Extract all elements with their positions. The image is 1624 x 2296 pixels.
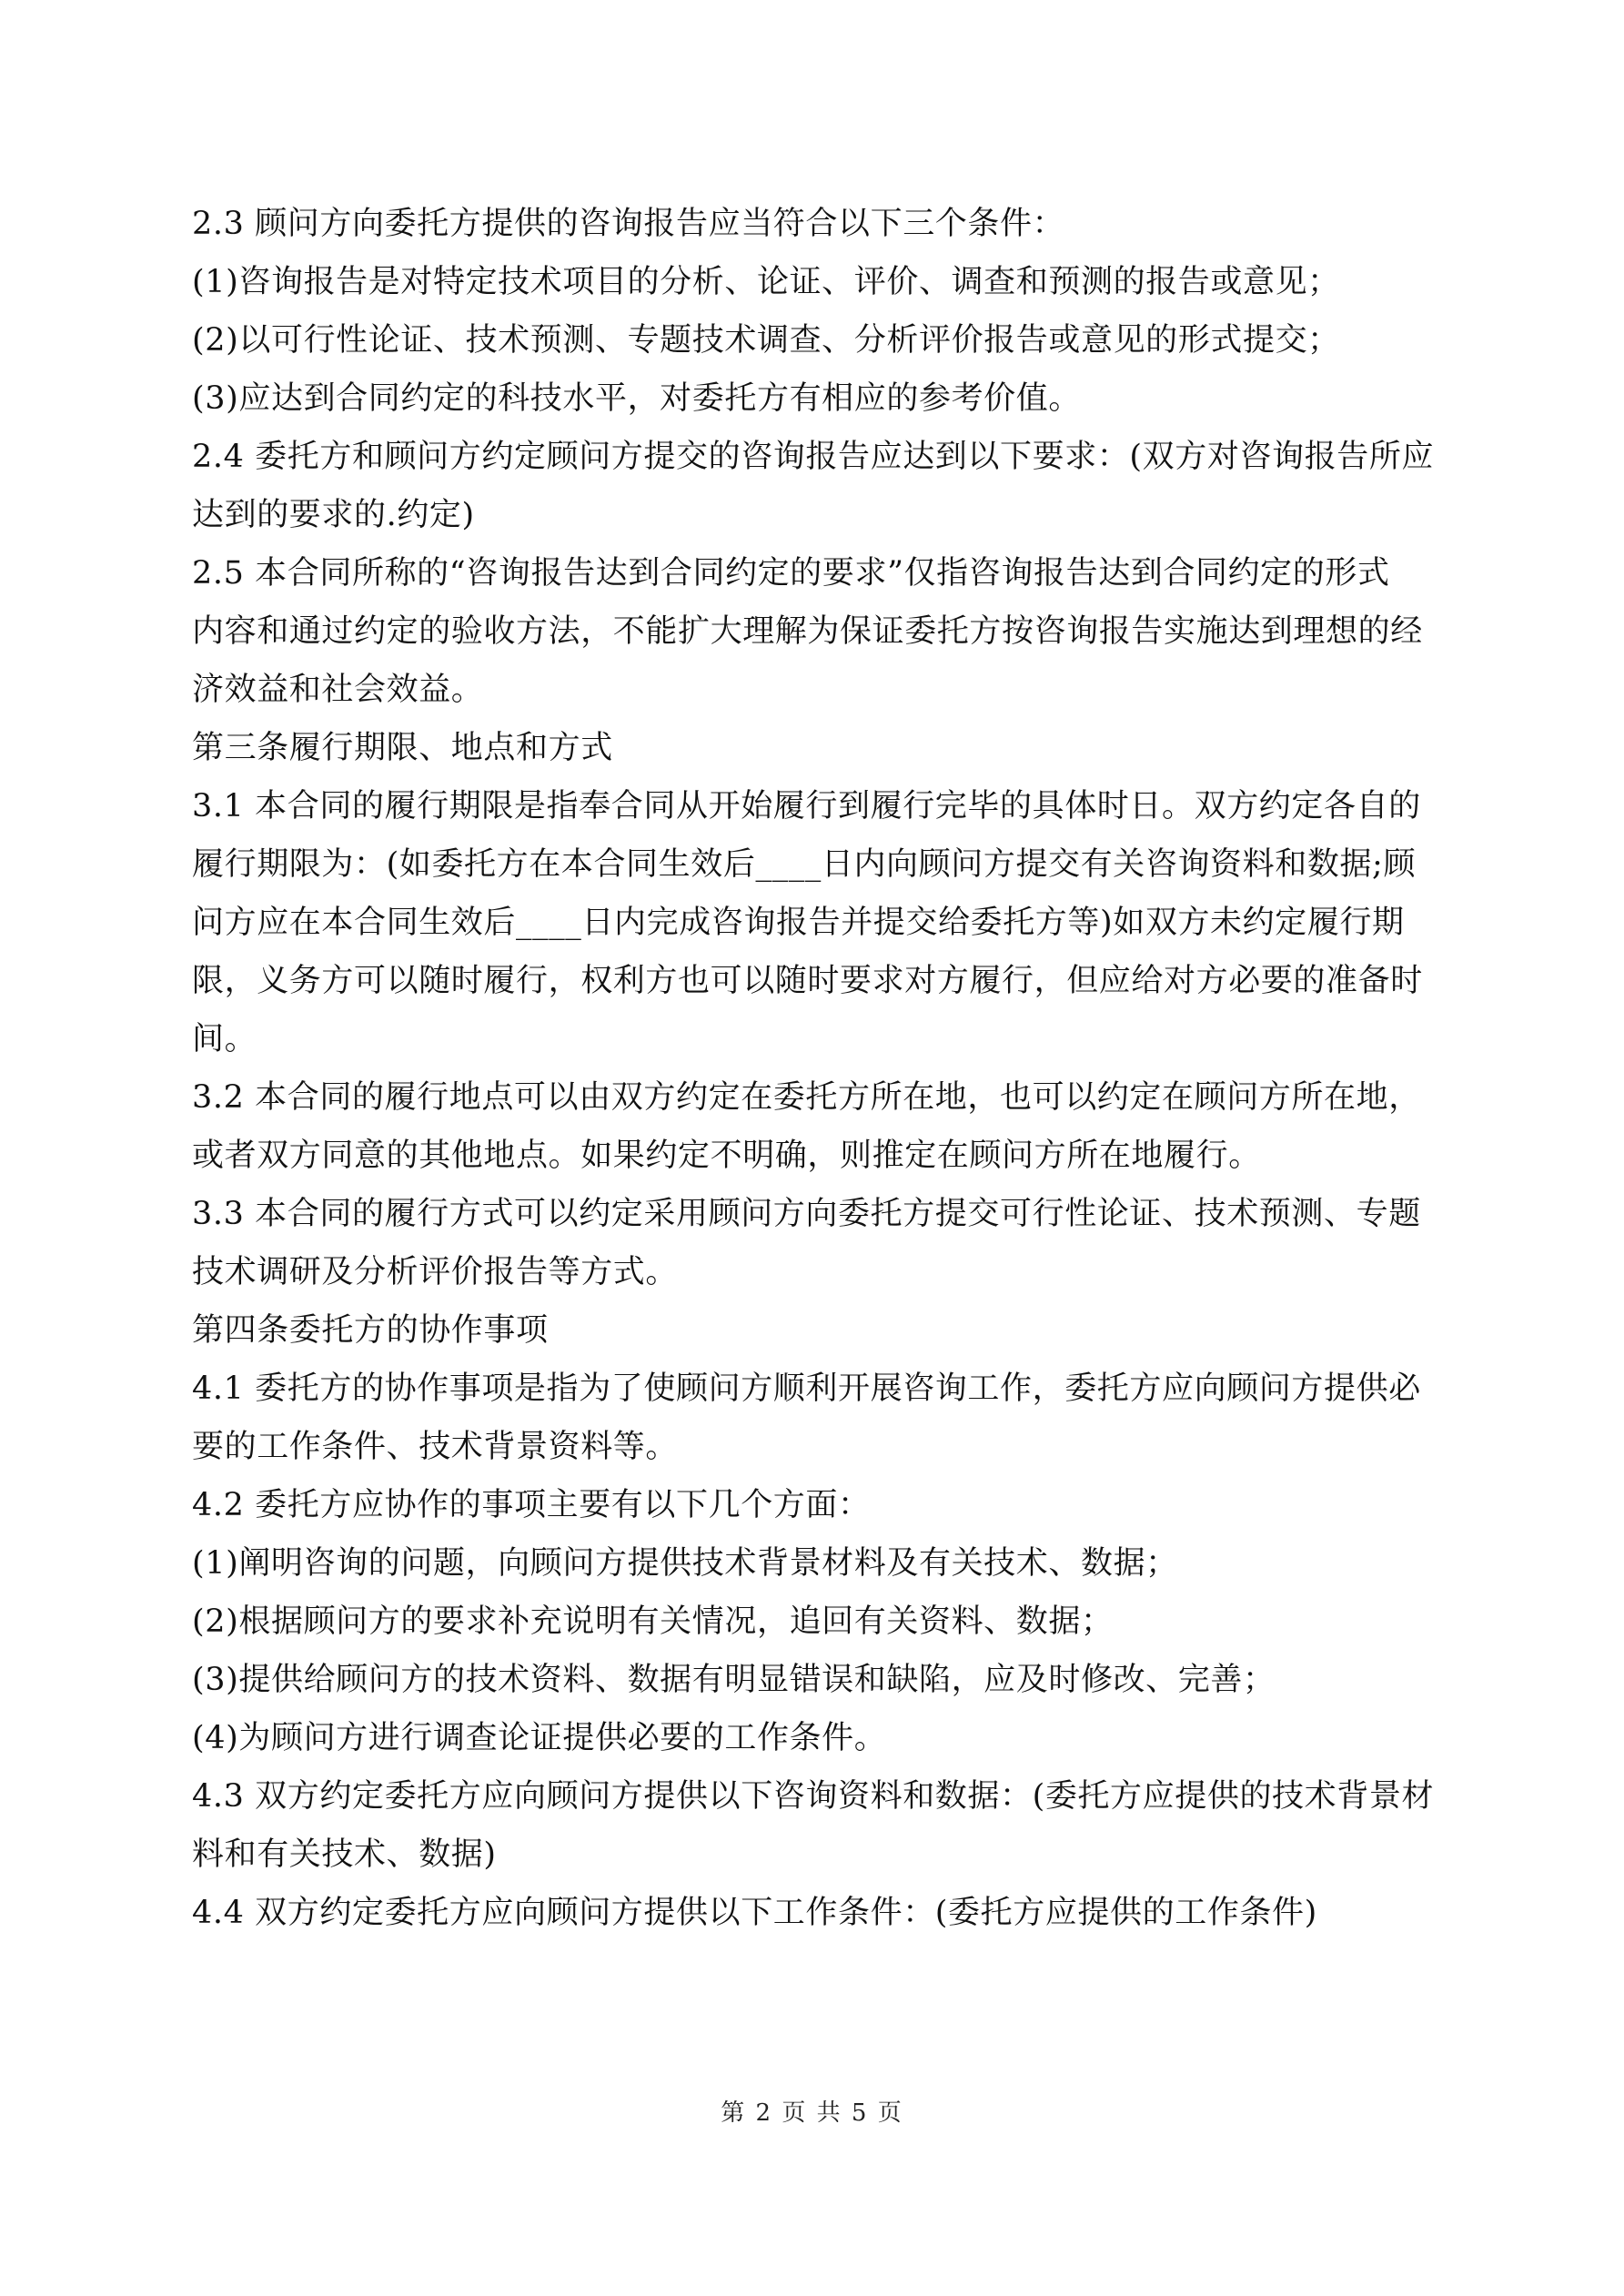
body-line: 2.4 委托方和顾问方约定顾问方提交的咨询报告应达到以下要求：(双方对咨询报告所应: [192, 439, 1435, 475]
body-line: 履行期限为：(如委托方在本合同生效后____日内向顾问方提交有关咨询资料和数据;顾: [192, 846, 1417, 883]
body-line: 3.2 本合同的履行地点可以由双方约定在委托方所在地，也可以约定在顾问方所在地，: [192, 1079, 1421, 1116]
body-line: 4.1 委托方的协作事项是指为了使顾问方顺利开展咨询工作，委托方应向顾问方提供必: [192, 1371, 1421, 1407]
section-heading: 第四条委托方的协作事项: [192, 1312, 549, 1349]
body-line: 2.5 本合同所称的“咨询报告达到合同约定的要求”仅指咨询报告达到合同约定的形式: [192, 555, 1390, 592]
body-line: 3.3 本合同的履行方式可以约定采用顾问方向委托方提交可行性论证、技术预测、专题: [192, 1196, 1421, 1232]
body-line: 内容和通过约定的验收方法，不能扩大理解为保证委托方按咨询报告实施达到理想的经: [192, 613, 1423, 650]
body-line: 要的工作条件、技术背景资料等。: [192, 1429, 679, 1465]
body-line: 4.2 委托方应协作的事项主要有以下几个方面：: [192, 1487, 871, 1523]
body-line: 济效益和社会效益。: [192, 672, 484, 708]
body-line: (4)为顾问方进行调查论证提供必要的工作条件。: [192, 1720, 887, 1756]
document-body: [192, 195, 1447, 1942]
body-line: (1)咨询报告是对特定技术项目的分析、论证、评价、调查和预测的报告或意见；: [192, 264, 1340, 300]
body-line: (1)阐明咨询的问题，向顾问方提供技术背景材料及有关技术、数据；: [192, 1545, 1178, 1582]
body-line: 2.3 顾问方向委托方提供的咨询报告应当符合以下三个条件：: [192, 206, 1065, 242]
body-line: (2)以可行性论证、技术预测、专题技术调查、分析评价报告或意见的形式提交；: [192, 322, 1340, 359]
body-line: (3)提供给顾问方的技术资料、数据有明显错误和缺陷，应及时修改、完善；: [192, 1662, 1276, 1698]
body-line: 料和有关技术、数据): [192, 1836, 497, 1873]
body-line: 问方应在本合同生效后____日内完成咨询报告并提交给委托方等)如双方未约定履行期: [192, 905, 1405, 941]
body-line: 4.3 双方约定委托方应向顾问方提供以下咨询资料和数据：(委托方应提供的技术背景材: [192, 1778, 1435, 1815]
body-line: 3.1 本合同的履行期限是指奉合同从开始履行到履行完毕的具体时日。双方约定各自的: [192, 788, 1421, 824]
body-line: 限，义务方可以随时履行，权利方也可以随时要求对方履行，但应给对方必要的准备时: [192, 963, 1423, 999]
body-line: 技术调研及分析评价报告等方式。: [192, 1254, 679, 1290]
body-line: (3)应达到合同约定的科技水平，对委托方有相应的参考价值。: [192, 380, 1081, 417]
page-number-footer: 第 2 页 共 5 页: [721, 2099, 903, 2127]
body-line: 达到的要求的.约定): [192, 497, 475, 533]
body-line: (2)根据顾问方的要求补充说明有关情况，追回有关资料、数据；: [192, 1603, 1114, 1640]
body-line: 或者双方同意的其他地点。如果约定不明确，则推定在顾问方所在地履行。: [192, 1138, 1261, 1174]
section-heading: 第三条履行期限、地点和方式: [192, 730, 613, 766]
body-line: 4.4 双方约定委托方应向顾问方提供以下工作条件：(委托方应提供的工作条件): [192, 1895, 1317, 1931]
body-line: 间。: [192, 1021, 257, 1057]
